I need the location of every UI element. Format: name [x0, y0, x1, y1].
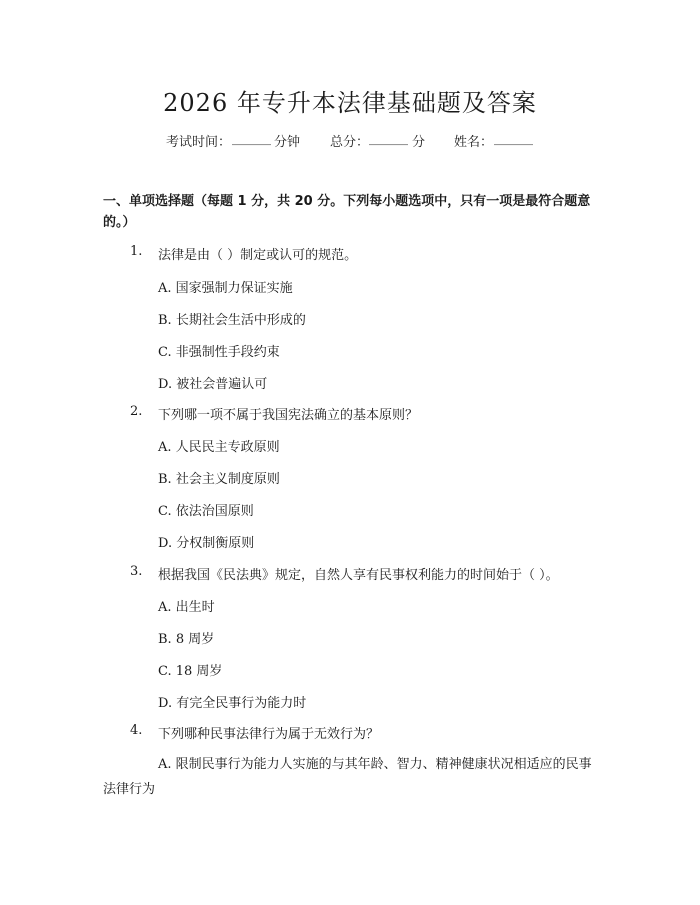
document-title: 2026 年专升本法律基础题及答案 — [163, 89, 537, 117]
question-text: 下列哪种民事法律行为属于无效行为？ — [158, 727, 380, 742]
exam-time-blank: ______ — [232, 131, 271, 146]
total-score-label: 总分： — [330, 135, 370, 150]
option-c: C. 18 周岁 — [158, 664, 223, 679]
section-heading: 一、单项选择题（每题 1 分，共 20 分。下列每小题选项中，只有一项是最符合题意的。） — [103, 194, 591, 230]
option-a: A. 出生时 — [158, 600, 215, 615]
option-a: A. 限制民事行为能力人实施的与其年龄、智力、精神健康状况相适应的民事法律行为 — [103, 757, 592, 797]
option-d: D. 有完全民事行为能力时 — [158, 696, 307, 711]
exam-time-unit: 分钟 — [274, 135, 301, 150]
question-text: 法律是由（ ）制定或认可的规范。 — [158, 248, 358, 263]
question-number: 3. — [130, 564, 143, 579]
option-d: D. 分权制衡原则 — [158, 536, 255, 551]
total-score-blank: ______ — [369, 131, 408, 146]
name-label: 姓名： — [454, 135, 494, 150]
option-c: C. 非强制性手段约束 — [158, 345, 280, 360]
exam-time-label: 考试时间： — [166, 135, 232, 150]
question-number: 2. — [130, 404, 143, 419]
option-d: D. 被社会普遍认可 — [158, 377, 268, 392]
question-text: 下列哪一项不属于我国宪法确立的基本原则？ — [158, 408, 419, 423]
option-b: B. 8 周岁 — [158, 632, 215, 647]
question-number: 4. — [130, 723, 143, 738]
option-b: B. 长期社会生活中形成的 — [158, 313, 306, 328]
option-b: B. 社会主义制度原则 — [158, 472, 280, 487]
name-blank: ______ — [494, 131, 533, 146]
question-number: 1. — [130, 244, 143, 259]
option-c: C. 依法治国原则 — [158, 504, 254, 519]
option-a: A. 国家强制力保证实施 — [158, 281, 293, 296]
total-score-unit: 分 — [412, 135, 426, 150]
option-a: A. 人民民主专政原则 — [158, 440, 280, 455]
question-text: 根据我国《民法典》规定，自然人享有民事权利能力的时间始于（ ）。 — [158, 568, 559, 583]
